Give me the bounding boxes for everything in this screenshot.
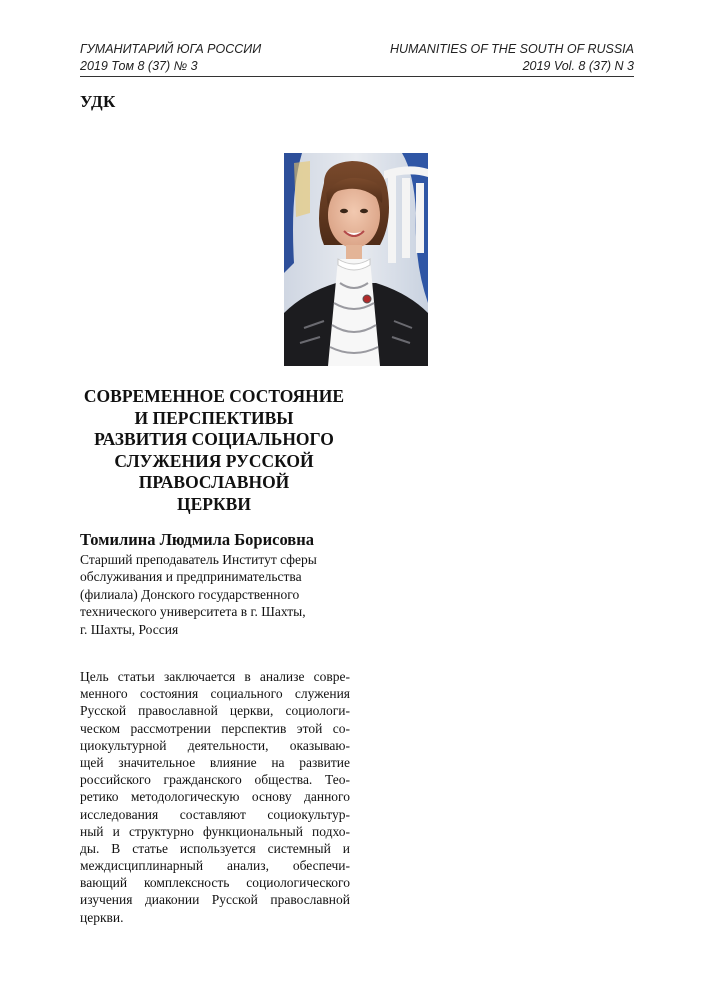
running-header-top bbox=[80, 41, 634, 58]
author-portrait-image bbox=[284, 153, 428, 366]
title-line: ЦЕРКВИ bbox=[177, 493, 251, 514]
udk-label: УДК bbox=[80, 92, 116, 111]
title-line: И ПЕРСПЕКТИВЫ bbox=[134, 407, 294, 428]
author-name: Томилина Людмила Борисовна bbox=[80, 530, 314, 549]
author-affiliation bbox=[80, 551, 360, 638]
issue-info-ru: 2019 Том 8 (37) № 3 bbox=[80, 59, 198, 73]
abstract-line: Русской православной церкви, социологи- bbox=[80, 703, 350, 719]
abstract-line: щей значительное влияние на развитие bbox=[80, 754, 350, 770]
abstract-line: изучения диаконии Русской православной bbox=[80, 892, 350, 908]
abstract bbox=[80, 668, 350, 926]
journal-title-en: HUMANITIES OF THE SOUTH OF RUSSIA bbox=[389, 42, 634, 56]
issue-info-en: 2019 Vol. 8 (37) N 3 bbox=[522, 59, 634, 73]
abstract-line: ческом рассмотрении перспектив этой со- bbox=[80, 720, 350, 736]
abstract-line: ретико методологическую основу данного bbox=[80, 789, 350, 805]
title-line: РАЗВИТИЯ СОЦИАЛЬНОГО bbox=[94, 429, 334, 450]
title-line: ПРАВОСЛАВНОЙ bbox=[138, 472, 290, 493]
affiliation-line: г. Шахты, Россия bbox=[80, 621, 179, 637]
abstract-line: Цель статьи заключается в анализе совре- bbox=[80, 669, 350, 684]
title-line: СЛУЖЕНИЯ РУССКОЙ bbox=[114, 450, 314, 471]
abstract-line: вающий комплексность социологического bbox=[80, 875, 350, 891]
abstract-line: междисциплинарный анализ, обеспечи- bbox=[80, 858, 350, 874]
journal-title-ru: ГУМАНИТАРИЙ ЮГА РОССИИ bbox=[80, 42, 262, 56]
affiliation-line: технического университета в г. Шахты, bbox=[80, 604, 306, 620]
affiliation-line: обслуживания и предпринимательства bbox=[80, 569, 302, 585]
abstract-line: менного состояния социального служения bbox=[80, 686, 350, 702]
abstract-line: исследования составляют социокультур- bbox=[80, 806, 350, 822]
abstract-line: циокультурной деятельности, оказываю- bbox=[80, 737, 350, 753]
author-photo bbox=[284, 153, 428, 366]
header-rule bbox=[80, 76, 634, 77]
affiliation-line: (филиала) Донского государственного bbox=[80, 586, 300, 602]
article-title bbox=[80, 386, 348, 516]
title-line: СОВРЕМЕННОЕ СОСТОЯНИЕ bbox=[83, 386, 345, 406]
abstract-line: ды. В статье используется системный и bbox=[80, 840, 350, 856]
abstract-line: ный и структурно функциональный подхо- bbox=[80, 823, 350, 839]
abstract-line: церкви. bbox=[80, 909, 124, 925]
running-header-issue bbox=[80, 58, 634, 75]
abstract-line: российского гражданского общества. Тео- bbox=[80, 772, 350, 788]
affiliation-line: Старший преподаватель Институт сферы bbox=[80, 552, 317, 567]
